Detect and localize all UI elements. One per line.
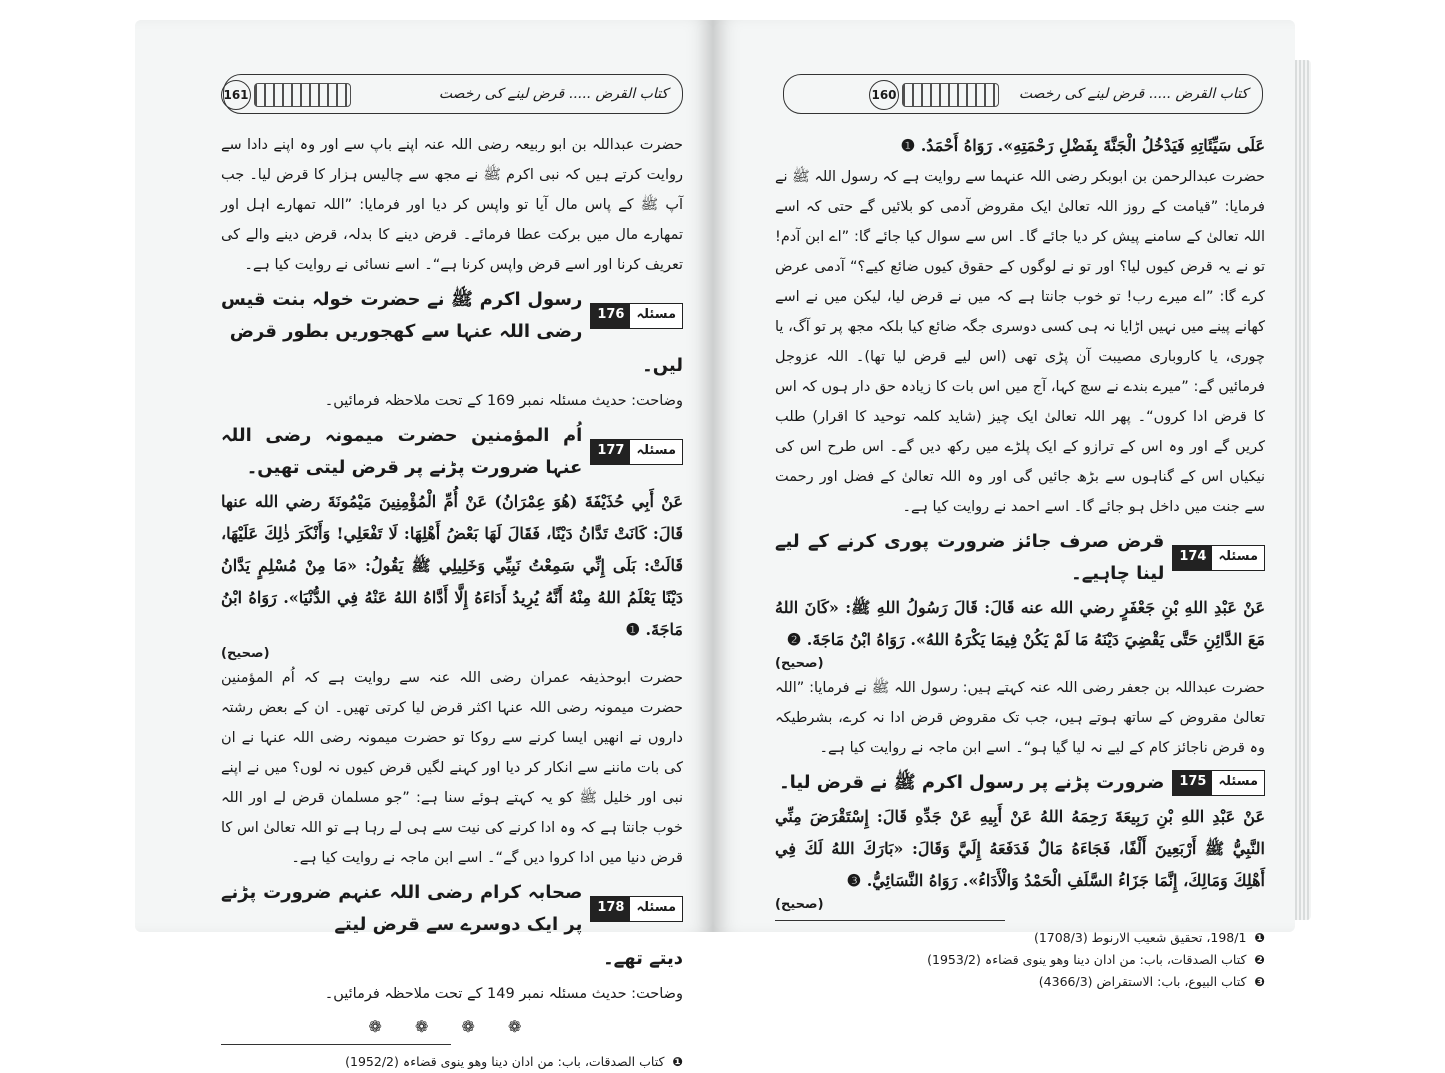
- masla-number: 176: [591, 304, 630, 328]
- footnote-mark: ❶: [1254, 930, 1265, 945]
- masla-title: ضرورت پڑنے پر رسول اکرم ﷺ نے قرض لیا۔: [779, 772, 1165, 793]
- masla-title: اُم المؤمنین حضرت میمونہ رضی اللہ عنہا ضرورت پڑنے پر قرض لیتی تھیں۔: [221, 425, 583, 478]
- footnote: [775, 927, 1265, 949]
- paragraph: حضرت عبداللہ بن ابو ربیعہ رضی اللہ عنہ اپنے باپ سے اور وہ اپنے دادا سے روایت کرتے ہیں کہ نبی اکرم ﷺ نے مجھ سے چالیس ہزار کا قرض لیا۔ جب آپ ﷺ کے پاس مال آیا تو واپس کر دیا اور فرمایا: ”اللہ تمھارے اہل اور تمھارے مال میں برکت عطا فرمائے۔ قرض دینے کا بدلہ، قرض دینے والے کی تعریف کرنا اور اسے قرض واپس کرنا ہے“۔ اسے نسائی نے روایت کیا ہے۔: [221, 137, 683, 273]
- note: وضاحت: حدیث مسئلہ نمبر 169 کے تحت ملاحظہ فرمائیں۔: [324, 393, 683, 409]
- masla-heading-175: [775, 767, 1265, 799]
- masla-label: مسئلہ: [630, 440, 682, 464]
- masla-badge: [590, 896, 683, 922]
- masla-label: مسئلہ: [630, 304, 682, 328]
- translation: حضرت عبدالرحمن بن ابوبکر رضی اللہ عنہما سے روایت ہے کہ رسول اللہ ﷺ نے فرمایا: ”قیامت کے روز اللہ تعالیٰ ایک مقروض آدمی کو بلائیں گے حتی کہ اسے اللہ تعالیٰ کے سامنے پیش کر دیا جائے گا۔ اس سے سوال کیا جائے گا: ”اے ابن آدم! تو نے یہ قرض کیوں لیا؟ اور تو نے لوگوں کے حقوق کیوں ضائع کیے؟“ آدمی عرض کرے گا: ”اے میرے رب! تو خوب جانتا ہے کہ میں نے قرض لیا، لیکن میں نے اسے کھانے پینے میں نہیں اڑایا نہ ہی کسی دوسری جگہ ضائع کیا بلکہ مجھ پر تو آگ، یا چوری، یا کاروباری مصیبت آن پڑی تھی (اس لیے قرض لیا تھا)۔ اللہ عزوجل فرمائیں گے: ”میرے بندے نے سچ کہا، آج میں اس بات کا زیادہ حق دار ہوں کہ اس کا قرض ادا کروں“۔ پھر اللہ تعالیٰ ایک چیز (شاید کلمہ توحید کا اقرار) طلب کریں گے اور وہ اس کے ترازو کے ایک پلڑے میں رکھ دیں گے۔ اس طرح اس کی نیکیاں اس کے گناہوں سے بڑھ جائیں گی اور وہ اللہ تعالیٰ کے فضل اور رحمت سے جنت میں داخل ہو جائے گا۔ اسے احمد نے روایت کیا ہے۔: [775, 169, 1265, 515]
- right-page: [713, 20, 1295, 989]
- page-number: 161: [221, 80, 251, 110]
- footnote-mark: ❶: [672, 1054, 683, 1069]
- note: وضاحت: حدیث مسئلہ نمبر 149 کے تحت ملاحظہ فرمائیں۔: [324, 986, 683, 1002]
- masla-title-continued: لیں۔: [642, 355, 683, 376]
- footnote-text: کتاب البیوع، باب: الاستقراض (4366/3): [1038, 974, 1247, 989]
- masla-title-continued: دیتے تھے۔: [603, 948, 683, 969]
- masla-badge: [1172, 770, 1265, 796]
- translation: حضرت عبداللہ بن جعفر رضی اللہ عنہ کہتے ہیں: رسول اللہ ﷺ نے فرمایا: ”اللہ تعالیٰ مقروض کے ساتھ ہوتے ہیں، جب تک مقروض قرض ادا نہ کرے، بشرطیکہ وہ قرض ناجائز کام کے لیے نہ لیا گیا ہو“۔ اسے ابن ماجہ نے روایت کیا ہے۔: [775, 680, 1265, 756]
- footnote-text: کتاب الصدقات، باب: من ادان دینا وھو ینوی قضاءہ (1953/2): [927, 952, 1247, 967]
- arabic-hadith: عَنْ عَبْدِ اللهِ بْنِ جَعْفَرٍ رضي الله عنه قَالَ: قَالَ رَسُولُ اللهِ ﷺ: «كَانَ اللهُ مَعَ الدَّائِنِ حَتَّى يَقْضِيَ دَيْنَهُ مَا لَمْ يَكُنْ فِيمَا يَكْرَهُ اللهُ». رَوَاهُ ابْنُ مَاجَةَ. ❷: [775, 598, 1265, 649]
- footnote-mark: ❷: [1254, 952, 1265, 967]
- masla-label: مسئلہ: [1212, 771, 1264, 795]
- running-header: [223, 74, 683, 114]
- page-edges: [1295, 60, 1311, 920]
- footnote: [775, 949, 1265, 971]
- masla-label: مسئلہ: [630, 897, 682, 921]
- arabic-hadith: عَنْ أَبِي حُذَيْفَةَ (هُوَ عِمْرَانُ) عَنْ أُمِّ الْمُؤْمِنِينَ مَيْمُونَةَ رضي الله عنها قَالَ: كَانَتْ تَدَّانُ دَيْنًا، فَقَالَ لَهَا بَعْضُ أَهْلِهَا: لَا تَفْعَلِي! وَأَنْكَرَ ذٰلِكَ عَلَيْهَا، قَالَتْ: بَلَى إِنِّي سَمِعْتُ نَبِيِّي وَخَلِيلِي ﷺ يَقُولُ: «مَا مِنْ مُسْلِمٍ يَدَّانُ دَيْنًا يَعْلَمُ اللهُ مِنْهُ أَنَّهُ يُرِيدُ أَدَاءَهُ إِلَّا أَدَّاهُ اللهُ عَنْهُ فِي الدُّنْيَا». رَوَاهُ ابْنُ مَاجَةَ. ❶: [221, 492, 683, 639]
- masla-title: رسول اکرم ﷺ نے حضرت خولہ بنت قیس رضی اللہ عنہا سے کھجوریں بطور قرض: [221, 289, 583, 342]
- masla-badge: [590, 303, 683, 329]
- masla-title: صحابہ کرام رضی اللہ عنہم ضرورت پڑنے پر ایک دوسرے سے قرض لیتے: [221, 882, 583, 935]
- masla-heading-174: [775, 526, 1265, 590]
- page-number: 160: [869, 80, 899, 110]
- footnote: [221, 1051, 683, 1073]
- masla-number: 178: [591, 897, 630, 921]
- page-content: [221, 130, 683, 1073]
- footnote-rule: [221, 1044, 451, 1045]
- arabic-hadith: عَلَى سَيِّئَاتِهِ فَيَدْخُلُ الْجَنَّةَ بِفَضْلِ رَحْمَتِهِ». رَوَاهُ أَحْمَدُ. ❶: [900, 136, 1265, 155]
- masla-badge: [590, 439, 683, 465]
- arabic-hadith: عَنْ عَبْدِ اللهِ بْنِ رَبِيعَةَ رَحِمَهُ اللهُ عَنْ أَبِيهِ عَنْ جَدِّهِ قَالَ: إِسْتَقْرَضَ مِنِّي النَّبِيُّ ﷺ أَرْبَعِينَ أَلْفًا، فَجَاءَهُ مَالٌ فَدَفَعَهُ إِلَيَّ وَقَالَ: «بَارَكَ اللهُ لَكَ فِي أَهْلِكَ وَمَالِكَ، إِنَّمَا جَزَاءُ السَّلَفِ الْحَمْدُ وَالْأَدَاءُ». رَوَاهُ النَّسَائِيُّ. ❸: [775, 807, 1265, 890]
- footnote-mark: ❸: [1254, 974, 1265, 989]
- footnote-text: 198/1، تحقیق شعیب الارنوط (1708/3): [1033, 930, 1247, 945]
- running-header: [783, 74, 1263, 114]
- left-page: [135, 20, 713, 1069]
- masla-label: مسئلہ: [1212, 546, 1264, 570]
- hadith-grade: (صحیح): [775, 897, 824, 912]
- masla-title: قرض صرف جائز ضرورت پوری کرنے کے لیے لینا چاہیے۔: [775, 531, 1165, 584]
- masla-number: 177: [591, 440, 630, 464]
- masla-number: 175: [1173, 771, 1212, 795]
- masla-badge: [1172, 545, 1265, 571]
- page-content: [775, 130, 1265, 993]
- masla-heading-177: [221, 420, 683, 484]
- header-title: کتاب القرض ..... قرض لینے کی رخصت: [1018, 86, 1248, 102]
- masla-number: 174: [1173, 546, 1212, 570]
- open-book: [135, 20, 1305, 1069]
- hadith-grade: (صحیح): [221, 646, 270, 661]
- footnote-text: کتاب الصدقات، باب: من ادان دینا وھو ینوی قضاءہ (1952/2): [345, 1054, 665, 1069]
- header-title: کتاب القرض ..... قرض لینے کی رخصت: [438, 86, 668, 102]
- masla-heading-178: [221, 877, 683, 941]
- translation: حضرت ابوحذیفہ عمران رضی اللہ عنہ سے روایت ہے کہ اُم المؤمنین حضرت میمونہ رضی اللہ عنہا اکثر قرض لیا کرتی تھیں۔ ان کے بعض رشتہ داروں نے انھیں ایسا کرنے سے روکا تو حضرت میمونہ رضی اللہ عنہا نے ان کی بات ماننے سے انکار کر دیا اور کہنے لگیں قرض کیوں نہ لوں؟ میں نے اپنے نبی اور خلیل ﷺ کو یہ کہتے ہوئے سنا ہے: ”جو مسلمان قرض لے اور اللہ خوب جانتا ہے کہ وہ ادا کرنے کی نیت سے ہی لے رہا ہے تو اللہ تعالیٰ اس کا قرض دنیا میں ادا کروا دیں گے“۔ اسے ابن ماجہ نے روایت کیا ہے۔: [221, 670, 683, 866]
- hadith-grade: (صحیح): [775, 656, 824, 671]
- footnote-rule: [775, 920, 1005, 921]
- flower-ornament-icon: ❁ ❁ ❁ ❁: [368, 1017, 536, 1036]
- masla-heading-176: [221, 284, 683, 348]
- footnote: [775, 971, 1265, 993]
